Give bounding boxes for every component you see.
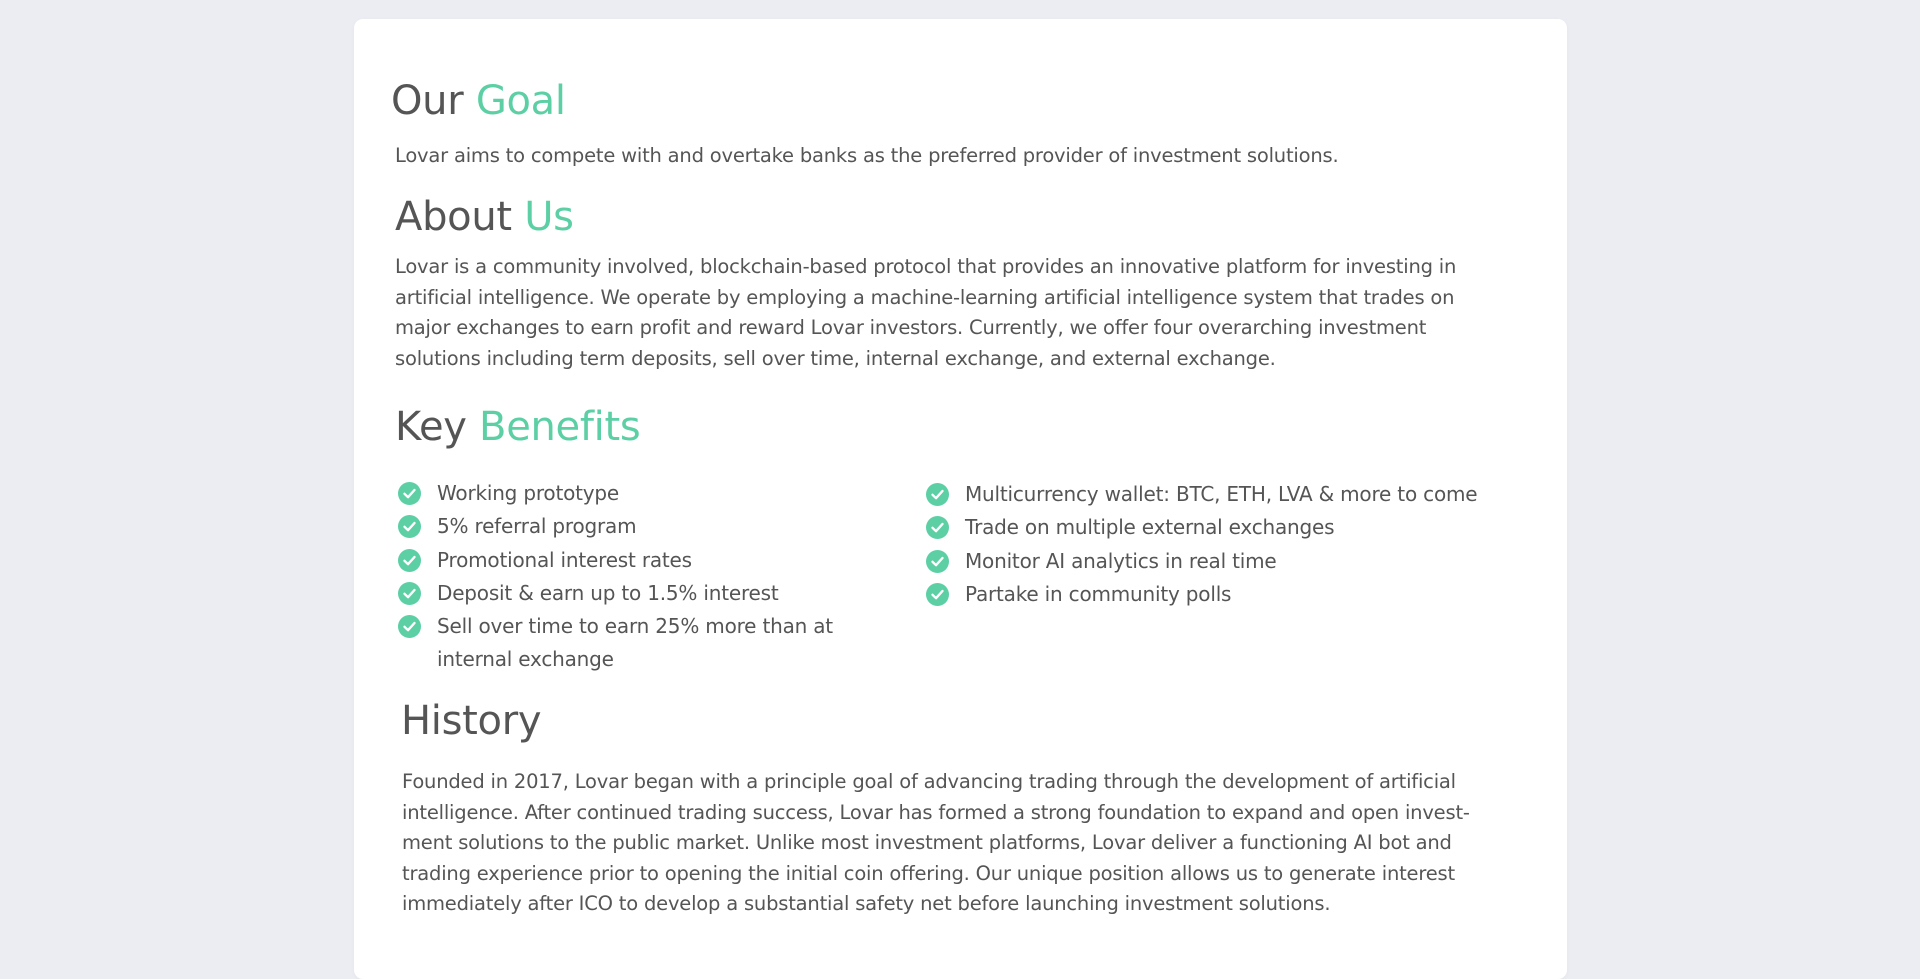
check-circle-icon [398,549,421,572]
benefit-item [398,544,848,577]
content-card [354,19,1567,979]
check-circle-icon [926,516,949,539]
benefit-item [398,510,848,543]
check-circle-icon [398,482,421,505]
benefit-item [926,511,1526,544]
benefit-item [398,610,848,677]
benefits-heading-main: Key [395,404,467,450]
benefits-list-right [926,478,1526,611]
goal-text: Lovar aims to compete with and overtake banks as the preferred provider of investment solutions. [395,144,1339,167]
benefits-heading [395,404,640,450]
history-text: Founded in 2017, Lovar began with a principle goal of advancing trading through the development of artificial intelligence. After continued trading success, Lovar has formed a strong foundation to expand and open invest-ment solutions to the public market. Unlike most investment platforms, Lovar deliver a functioning AI bot and trading experience prior to opening the initial coin offering. Our unique position allows us to generate interest immediately after ICO to develop a substantial safety net before launching investment solutions. [402,770,1470,916]
check-circle-icon [926,483,949,506]
history-heading: History [401,698,542,744]
benefit-label: Trade on multiple external exchanges [965,515,1335,540]
about-heading [395,194,574,240]
benefits-heading-accent: Benefits [479,404,641,450]
benefit-label: Working prototype [437,481,620,505]
benefit-item [398,477,848,510]
about-text: Lovar is a community involved, blockchain-based protocol that provides an innovative platform for investing in artificial intelligence. We operate by employing a machine-learning artificial intelligence system that trades on major exchanges to earn profit and reward Lovar investors. Currently, we offer four overarching investment solutions including term deposits, sell over time, internal exchange, and external exchange. [395,255,1457,370]
benefits-list-left [398,477,848,677]
about-heading-main: About [395,194,512,240]
benefit-label: Sell over time to earn 25% more than at internal exchange [437,614,833,672]
benefit-item [926,578,1526,611]
benefit-label: 5% referral program [437,514,637,539]
check-circle-icon [926,550,949,573]
goal-heading [391,78,566,124]
goal-heading-main: Our [391,78,464,124]
benefit-label: Monitor AI analytics in real time [965,548,1277,573]
benefit-label: Promotional interest rates [437,547,692,572]
benefit-item [926,478,1526,511]
check-circle-icon [398,515,421,538]
benefit-label: Deposit & earn up to 1.5% interest [437,580,779,605]
benefit-item [926,545,1526,578]
check-circle-icon [398,582,421,605]
benefit-item [398,577,848,610]
check-circle-icon [398,615,421,638]
check-circle-icon [926,583,949,606]
benefit-label: Partake in community polls [965,581,1232,606]
goal-heading-accent: Goal [475,78,566,124]
about-heading-accent: Us [524,194,574,240]
benefit-label: Multicurrency wallet: BTC, ETH, LVA & more to come [965,482,1478,506]
